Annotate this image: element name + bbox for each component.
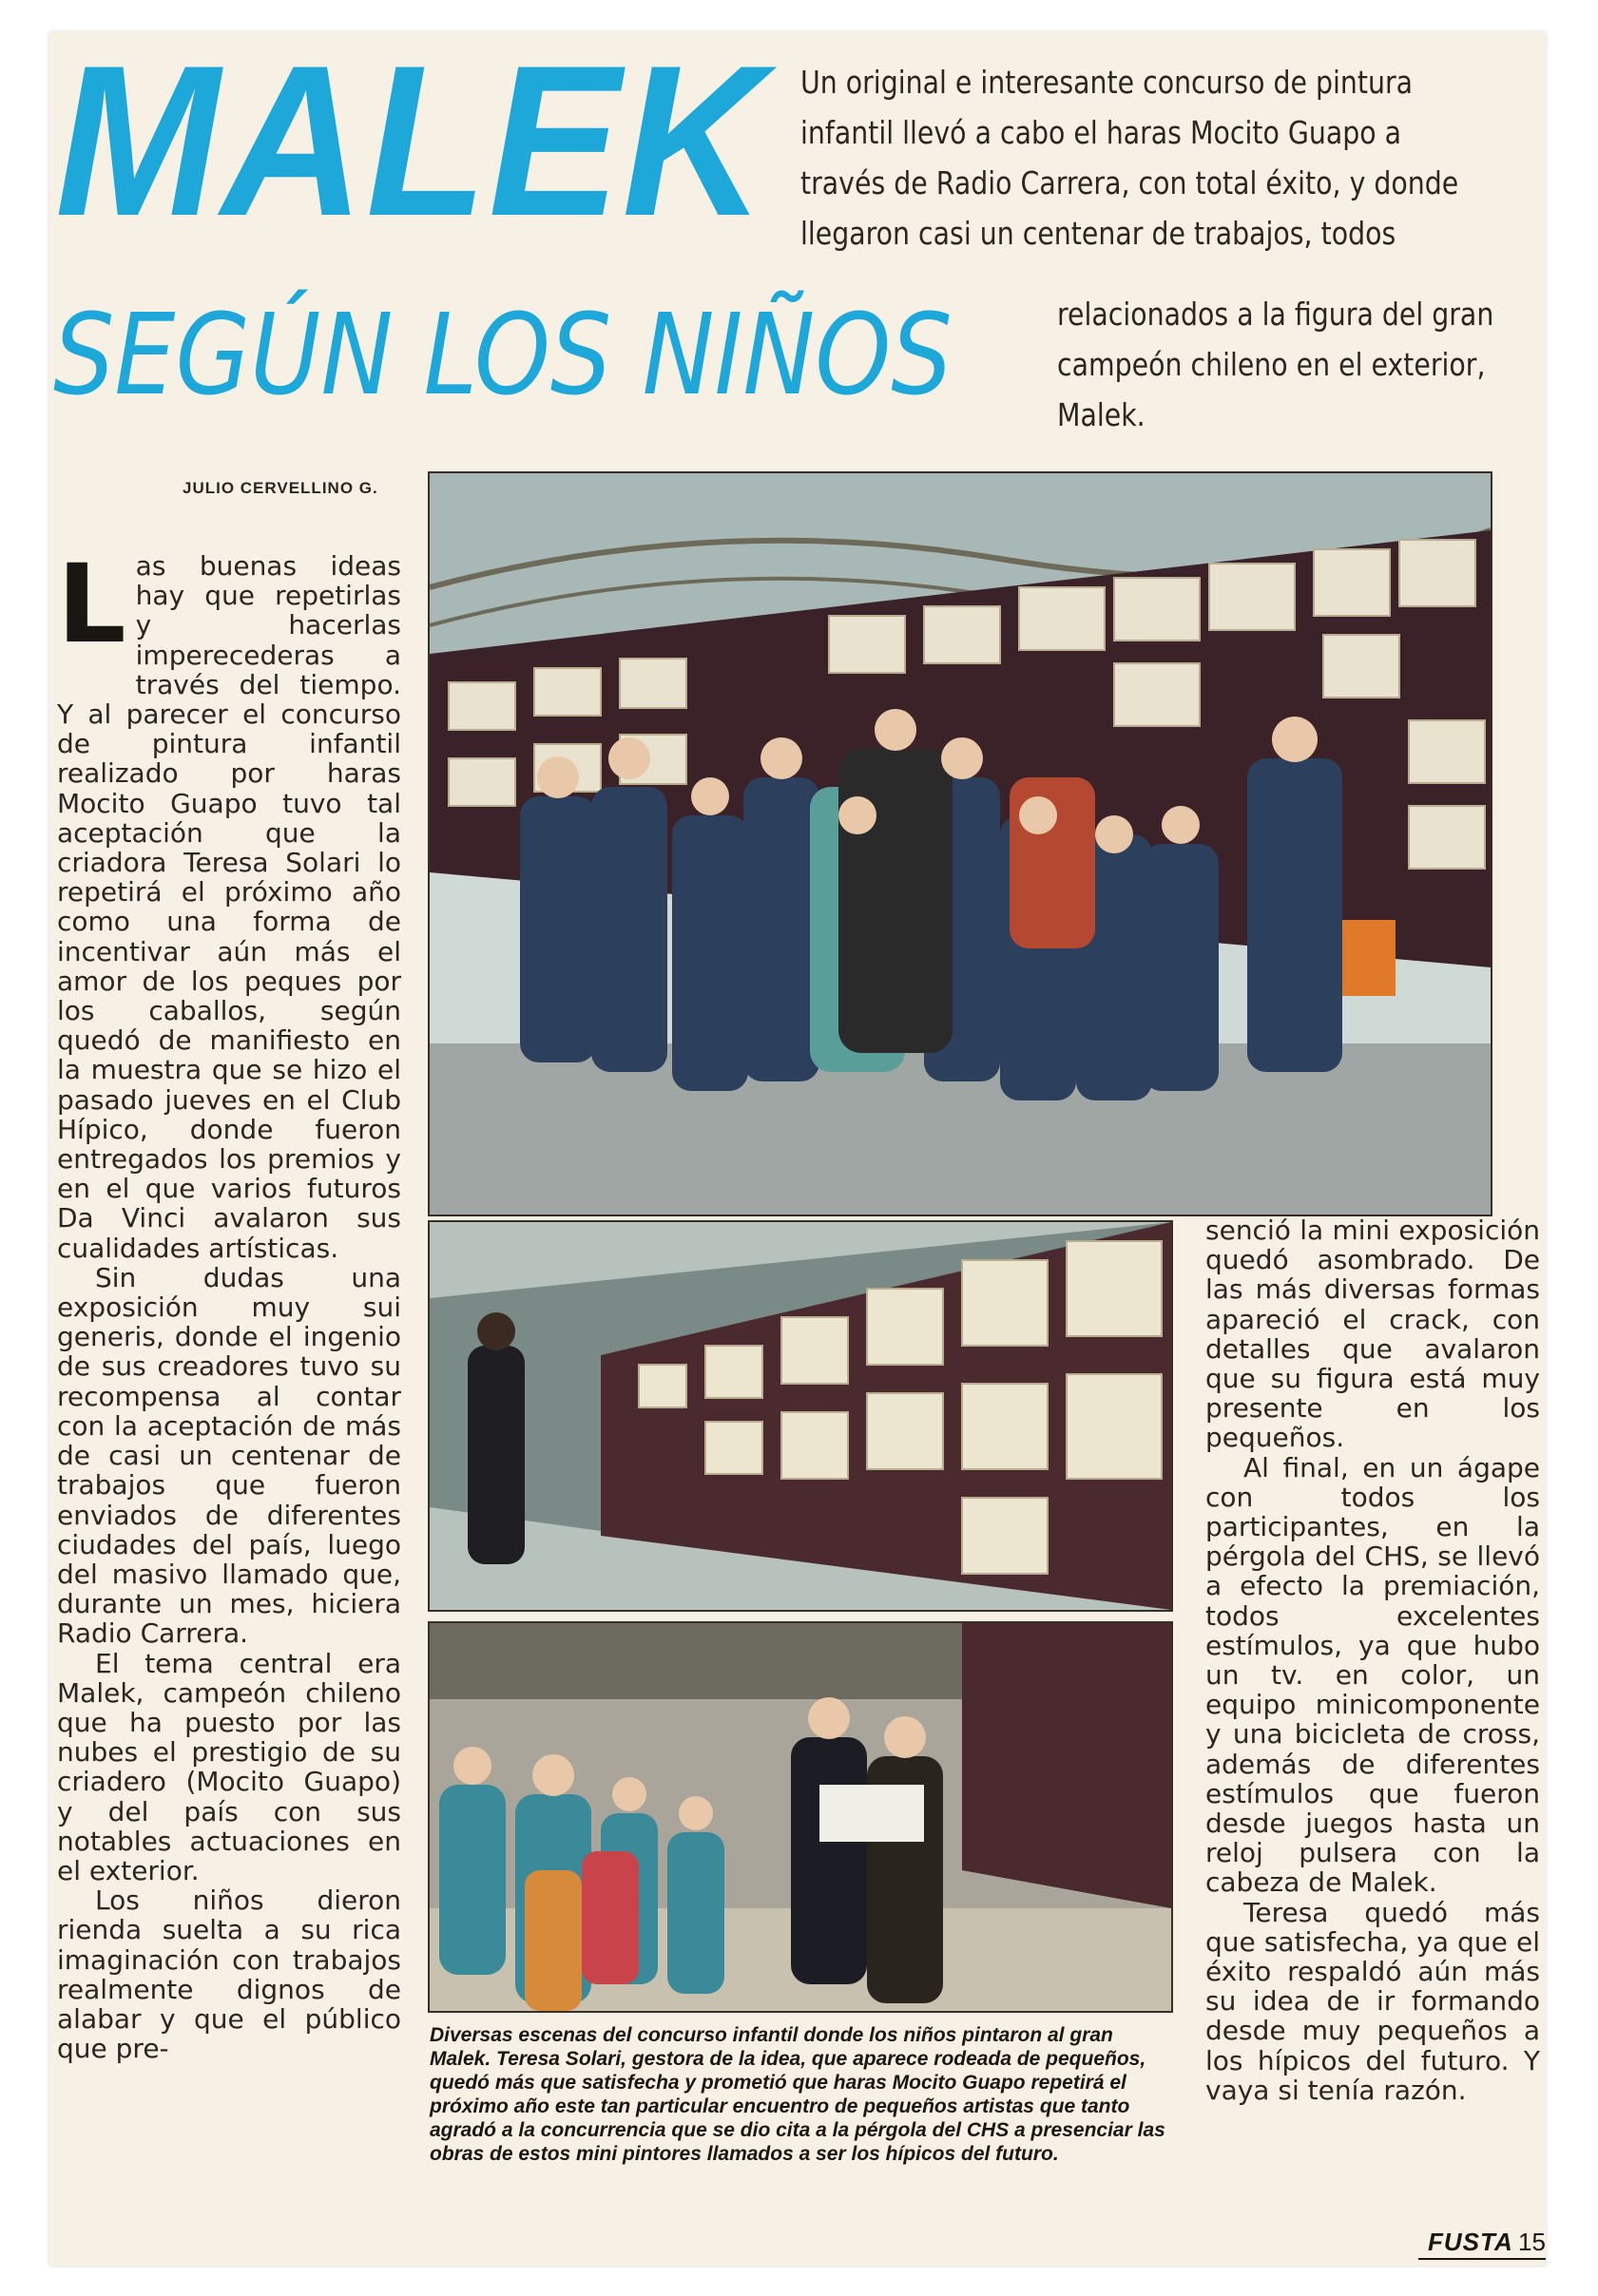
intro-line: relacionados a la figura del gran (1057, 296, 1494, 333)
footer-rule (1418, 2258, 1546, 2260)
exhibition-photo (428, 1220, 1173, 1612)
intro-line: campeón chileno en el exterior, (1057, 346, 1486, 383)
paragraph (57, 541, 401, 1264)
intro-block-bottom (1057, 289, 1493, 440)
paragraph: Al final, en un ágape con todos los participantes, en la pérgola del CHS, se llevó a efecto la premiación, todos excelentes estímulos, ya que hubo un tv. en color, un equipo minicomponente y una bicicleta de cross, además de diferentes estímulos que fueron desde juegos hasta un reloj pulsera con la cabeza de Malek. (1205, 1451, 1540, 1899)
intro-line: Malek. (1057, 396, 1146, 433)
photo-caption: Diversas escenas del concurso infantil donde los niños pintaron al gran Malek. Teresa Solari, gestora de la idea, que aparece rodeada de pequeños, quedó más que satisfecha y prometió que haras Mocito Guapo repetirá el próximo año este tan particular encuentro de pequeños artistas que tanto agradó a la concurrencia que se dio cita a la pérgola del CHS a presenciar las obras de estos mini pintores llamados a ser los hípicos del futuro. (430, 2024, 1165, 2165)
paragraph: Teresa quedó más que satisfecha, ya que el éxito respaldó aún más su idea de ir formando desde muy pequeños a los hípicos del futuro. Y vaya si tenía razón. (1205, 1896, 1540, 2106)
article-column-left (57, 541, 401, 2065)
paragraph: Sin dudas una exposición muy sui generis, donde el ingenio de sus creadores tuvo su recompensa al contar con la aceptación de más de casi un centenar de trabajos que fueron enviados de diferentes ciudades del país, luego del masivo llamado que, durante un mes, hiciera Radio Carrera. (57, 1261, 401, 1650)
intro-line: través de Radio Carrera, con total éxito, y donde (800, 164, 1459, 201)
headline-main: MALEK (55, 32, 767, 260)
magazine-name: FUSTA (1428, 2228, 1513, 2256)
ceremony-photo (428, 1621, 1173, 2013)
page-number: 15 (1518, 2228, 1546, 2256)
intro-line: llegaron casi un centenar de trabajos, todos (800, 215, 1396, 252)
intro-line: Un original e interesante concurso de pintura (800, 64, 1414, 101)
intro-line: infantil llevó a cabo el haras Mocito Guapo a (800, 114, 1402, 151)
headline-sub: SEGÚN LOS NIÑOS (53, 289, 953, 420)
magazine-page (49, 32, 1546, 2266)
intro-block-top (800, 57, 1458, 258)
group-photo (428, 471, 1492, 1216)
drop-cap: L (57, 541, 126, 667)
paragraph: Los niños dieron rienda suelta a su rica imaginación con trabajos realmente dignos de alabar y que el público que pre- (57, 1885, 401, 2065)
paragraph-text: as buenas ideas hay que repetirlas y hacerlas imperecederas a través del tiempo. Y al parecer el concurso de pintura infantil realizado por haras Mocito Guapo tuvo tal aceptación que la criadora Teresa Solari lo repetirá el próximo año como una forma de incentivar aún más el amor de los peques por los caballos, según quedó de manifiesto en la muestra que se hizo el pasado jueves en el Club Hípico, donde fueron entregados los premios y en el que varios futuros Da Vinci avalaron sus cualidades artísticas. (57, 550, 401, 1264)
byline: JULIO CERVELLINO G. (183, 479, 378, 497)
paragraph: senció la mini exposición quedó asombrado. De las más diversas formas apareció el crack, con detalles que avalaron que su figura está muy presente en los pequeños. (1205, 1215, 1540, 1454)
paragraph: El tema central era Malek, campeón chileno que ha puesto por las nubes el prestigio de su criadero (Mocito Guapo) y del país con sus notables actuaciones en el exterior. (57, 1647, 401, 1886)
article-column-right (1205, 1215, 1540, 2105)
